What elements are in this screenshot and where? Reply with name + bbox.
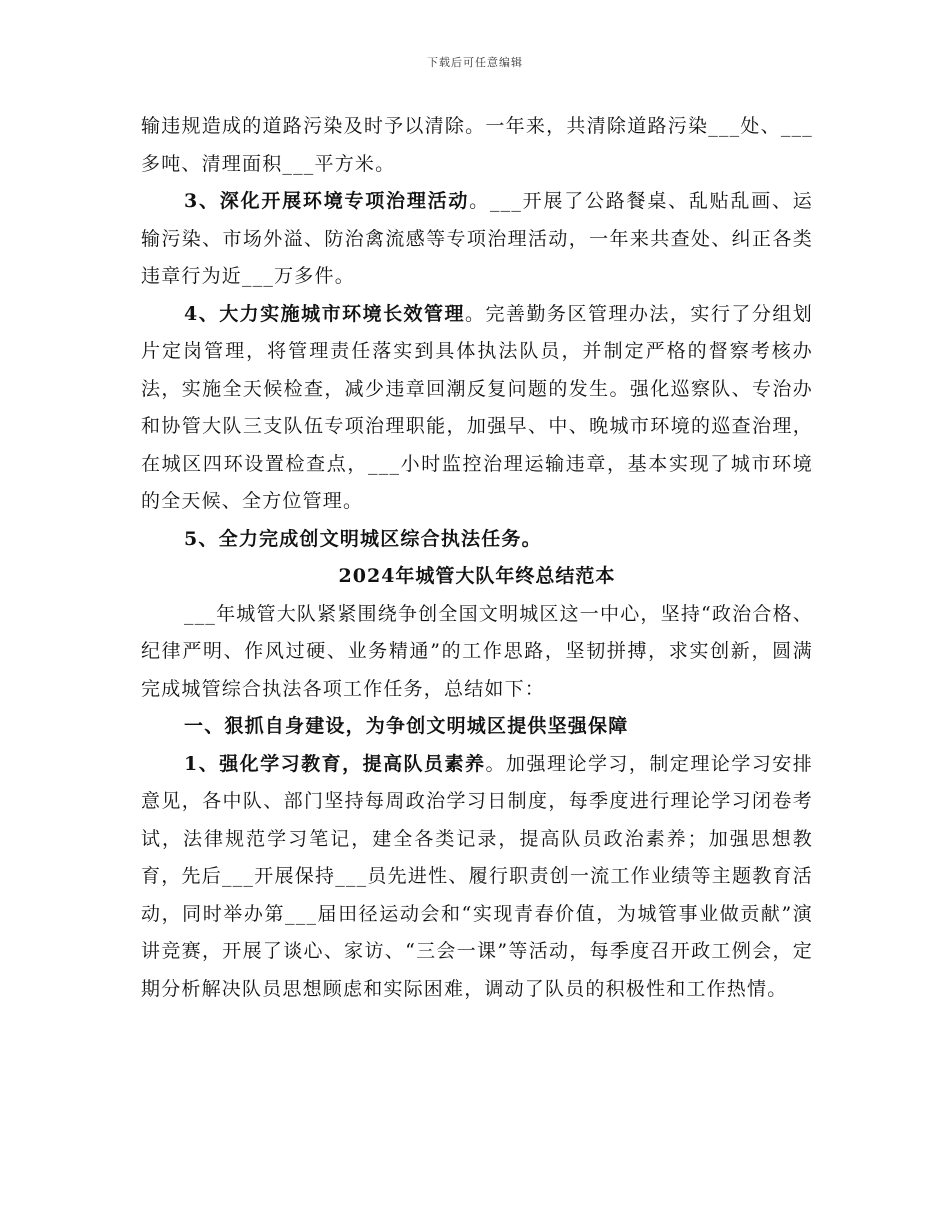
document-title: 2024年城管大队年终总结范本 bbox=[338, 565, 616, 587]
heading-long-term-management: 4、大力实施城市环境长效管理 bbox=[184, 302, 466, 325]
text-study-education: 。加强理论学习，制定理论学习安排意见，各中队、部门坚持每周政治学习日制度，每季度进行理论学习闭卷考试，法律规范学习笔记，建全各类记录，提高队员政治素养；加强思想教育，先后___开展保持___员先进性、履行职责创一流工作业绩等主题教育活动，同时举办第___届田径运动会和“实现青春价值，为城管事业做贡献”演讲竞赛，开展了谈心、家访、“三会一课”等活动，每季度召开政工例会，定期分析解决队员思想顾虑和实际困难，调动了队员的积极性和工作热情。 bbox=[141, 752, 813, 1000]
text-long-term-management: 。完善勤务区管理办法，实行了分组划片定岗管理，将管理责任落实到具体执法队员，并制定严格的督察考核办法，实施全天候检查，减少违章回潮反复问题的发生。强化巡察队、专治办和协管大队三支队伍专项治理职能，加强早、中、晚城市环境的巡查治理，在城区四环设置检查点，___小时监控治理运输违章，基本实现了城市环境的全天候、全方位管理。 bbox=[141, 302, 813, 512]
paragraph-road-pollution: 输违规造成的道路污染及时予以清除。一年来，共清除道路污染___处、___多吨、清理面积___平方米。 bbox=[141, 115, 813, 175]
heading-special-governance: 3、深化开展环境专项治理活动 bbox=[184, 190, 470, 212]
page-header-note: 下载后可任意编辑 bbox=[427, 56, 523, 69]
paragraph-study-education bbox=[141, 746, 813, 1009]
heading-civilized-district-task: 5、全力完成创文明城区综合执法任务。 bbox=[184, 527, 542, 550]
paragraph-intro: ___年城管大队紧紧围绕争创全国文明城区这一中心，坚持“政治合格、纪律严明、作风过硬、业务精通”的工作思路，坚韧拼搏，求实创新，圆满完成城管综合执法各项工作任务，总结如下： bbox=[141, 602, 813, 700]
heading-study-education: 1、强化学习教育，提高队员素养 bbox=[184, 752, 486, 775]
paragraph-special-governance bbox=[141, 183, 813, 296]
section-heading-self-building: 一、狠抓自身建设，为争创文明城区提供坚强保障 bbox=[184, 715, 629, 737]
paragraph-long-term-management bbox=[141, 296, 813, 521]
document-body bbox=[141, 108, 813, 1008]
text-special-governance: 。___开展了公路餐桌、乱贴乱画、运输污染、市场外溢、防治禽流感等专项治理活动，一年来共查处、纠正各类违章行为近___万多件。 bbox=[141, 190, 813, 287]
